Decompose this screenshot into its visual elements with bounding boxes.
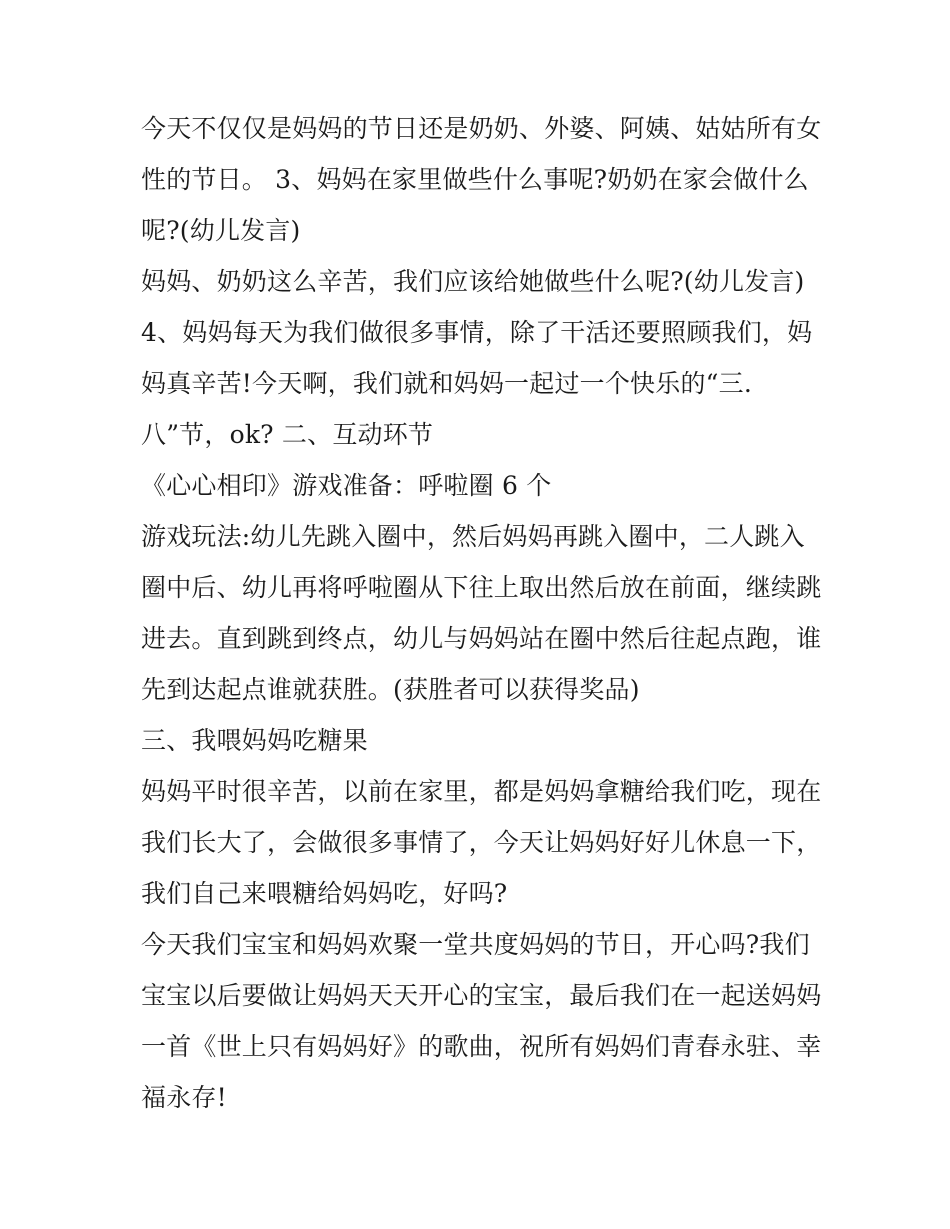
section-heading-candy: 三、我喂妈妈吃糖果 bbox=[141, 726, 368, 755]
text-line: 我们自己来喂糖给妈妈吃，好吗? bbox=[141, 879, 508, 908]
text-line: 一首《世上只有妈妈好》的歌曲，祝所有妈妈们青春永驻、幸 bbox=[141, 1032, 822, 1061]
text-line: 宝宝以后要做让妈妈天天开心的宝宝，最后我们在一起送妈妈 bbox=[141, 981, 822, 1010]
text-line: 妈妈、奶奶这么辛苦，我们应该给她做些什么呢?(幼儿发言) bbox=[141, 267, 805, 296]
text-line: 圈中后、幼儿再将呼啦圈从下往上取出然后放在前面，继续跳 bbox=[141, 573, 822, 602]
text-line: 今天我们宝宝和妈妈欢聚一堂共度妈妈的节日，开心吗?我们 bbox=[141, 930, 810, 959]
text-line: 呢?(幼儿发言) bbox=[141, 216, 301, 245]
text-line: 先到达起点谁就获胜。(获胜者可以获得奖品) bbox=[141, 675, 640, 704]
text-line: 4、妈妈每天为我们做很多事情，除了干活还要照顾我们，妈 bbox=[141, 318, 813, 347]
text-line: 游戏玩法:幼儿先跳入圈中，然后妈妈再跳入圈中，二人跳入 bbox=[141, 522, 805, 551]
document-body bbox=[141, 103, 821, 1123]
text-line: 妈妈平时很辛苦，以前在家里，都是妈妈拿糖给我们吃，现在 bbox=[141, 777, 822, 806]
text-line: 性的节日。 3、妈妈在家里做些什么事呢?奶奶在家会做什么 bbox=[141, 165, 809, 194]
text-line: 我们长大了，会做很多事情了，今天让妈妈好好儿休息一下， bbox=[141, 828, 822, 857]
section-heading-interaction: 八”节，ok? 二、互动环节 bbox=[141, 420, 434, 449]
text-line: 福永存! bbox=[141, 1083, 227, 1112]
text-line: 今天不仅仅是妈妈的节日还是奶奶、外婆、阿姨、姑姑所有女 bbox=[141, 114, 822, 143]
text-line: 进去。直到跳到终点，幼儿与妈妈站在圈中然后往起点跑，谁 bbox=[141, 624, 822, 653]
game-title-line: 《心心相印》游戏准备：呼啦圈 6 个 bbox=[141, 471, 552, 500]
text-line: 妈真辛苦!今天啊，我们就和妈妈一起过一个快乐的“三. bbox=[141, 369, 752, 398]
